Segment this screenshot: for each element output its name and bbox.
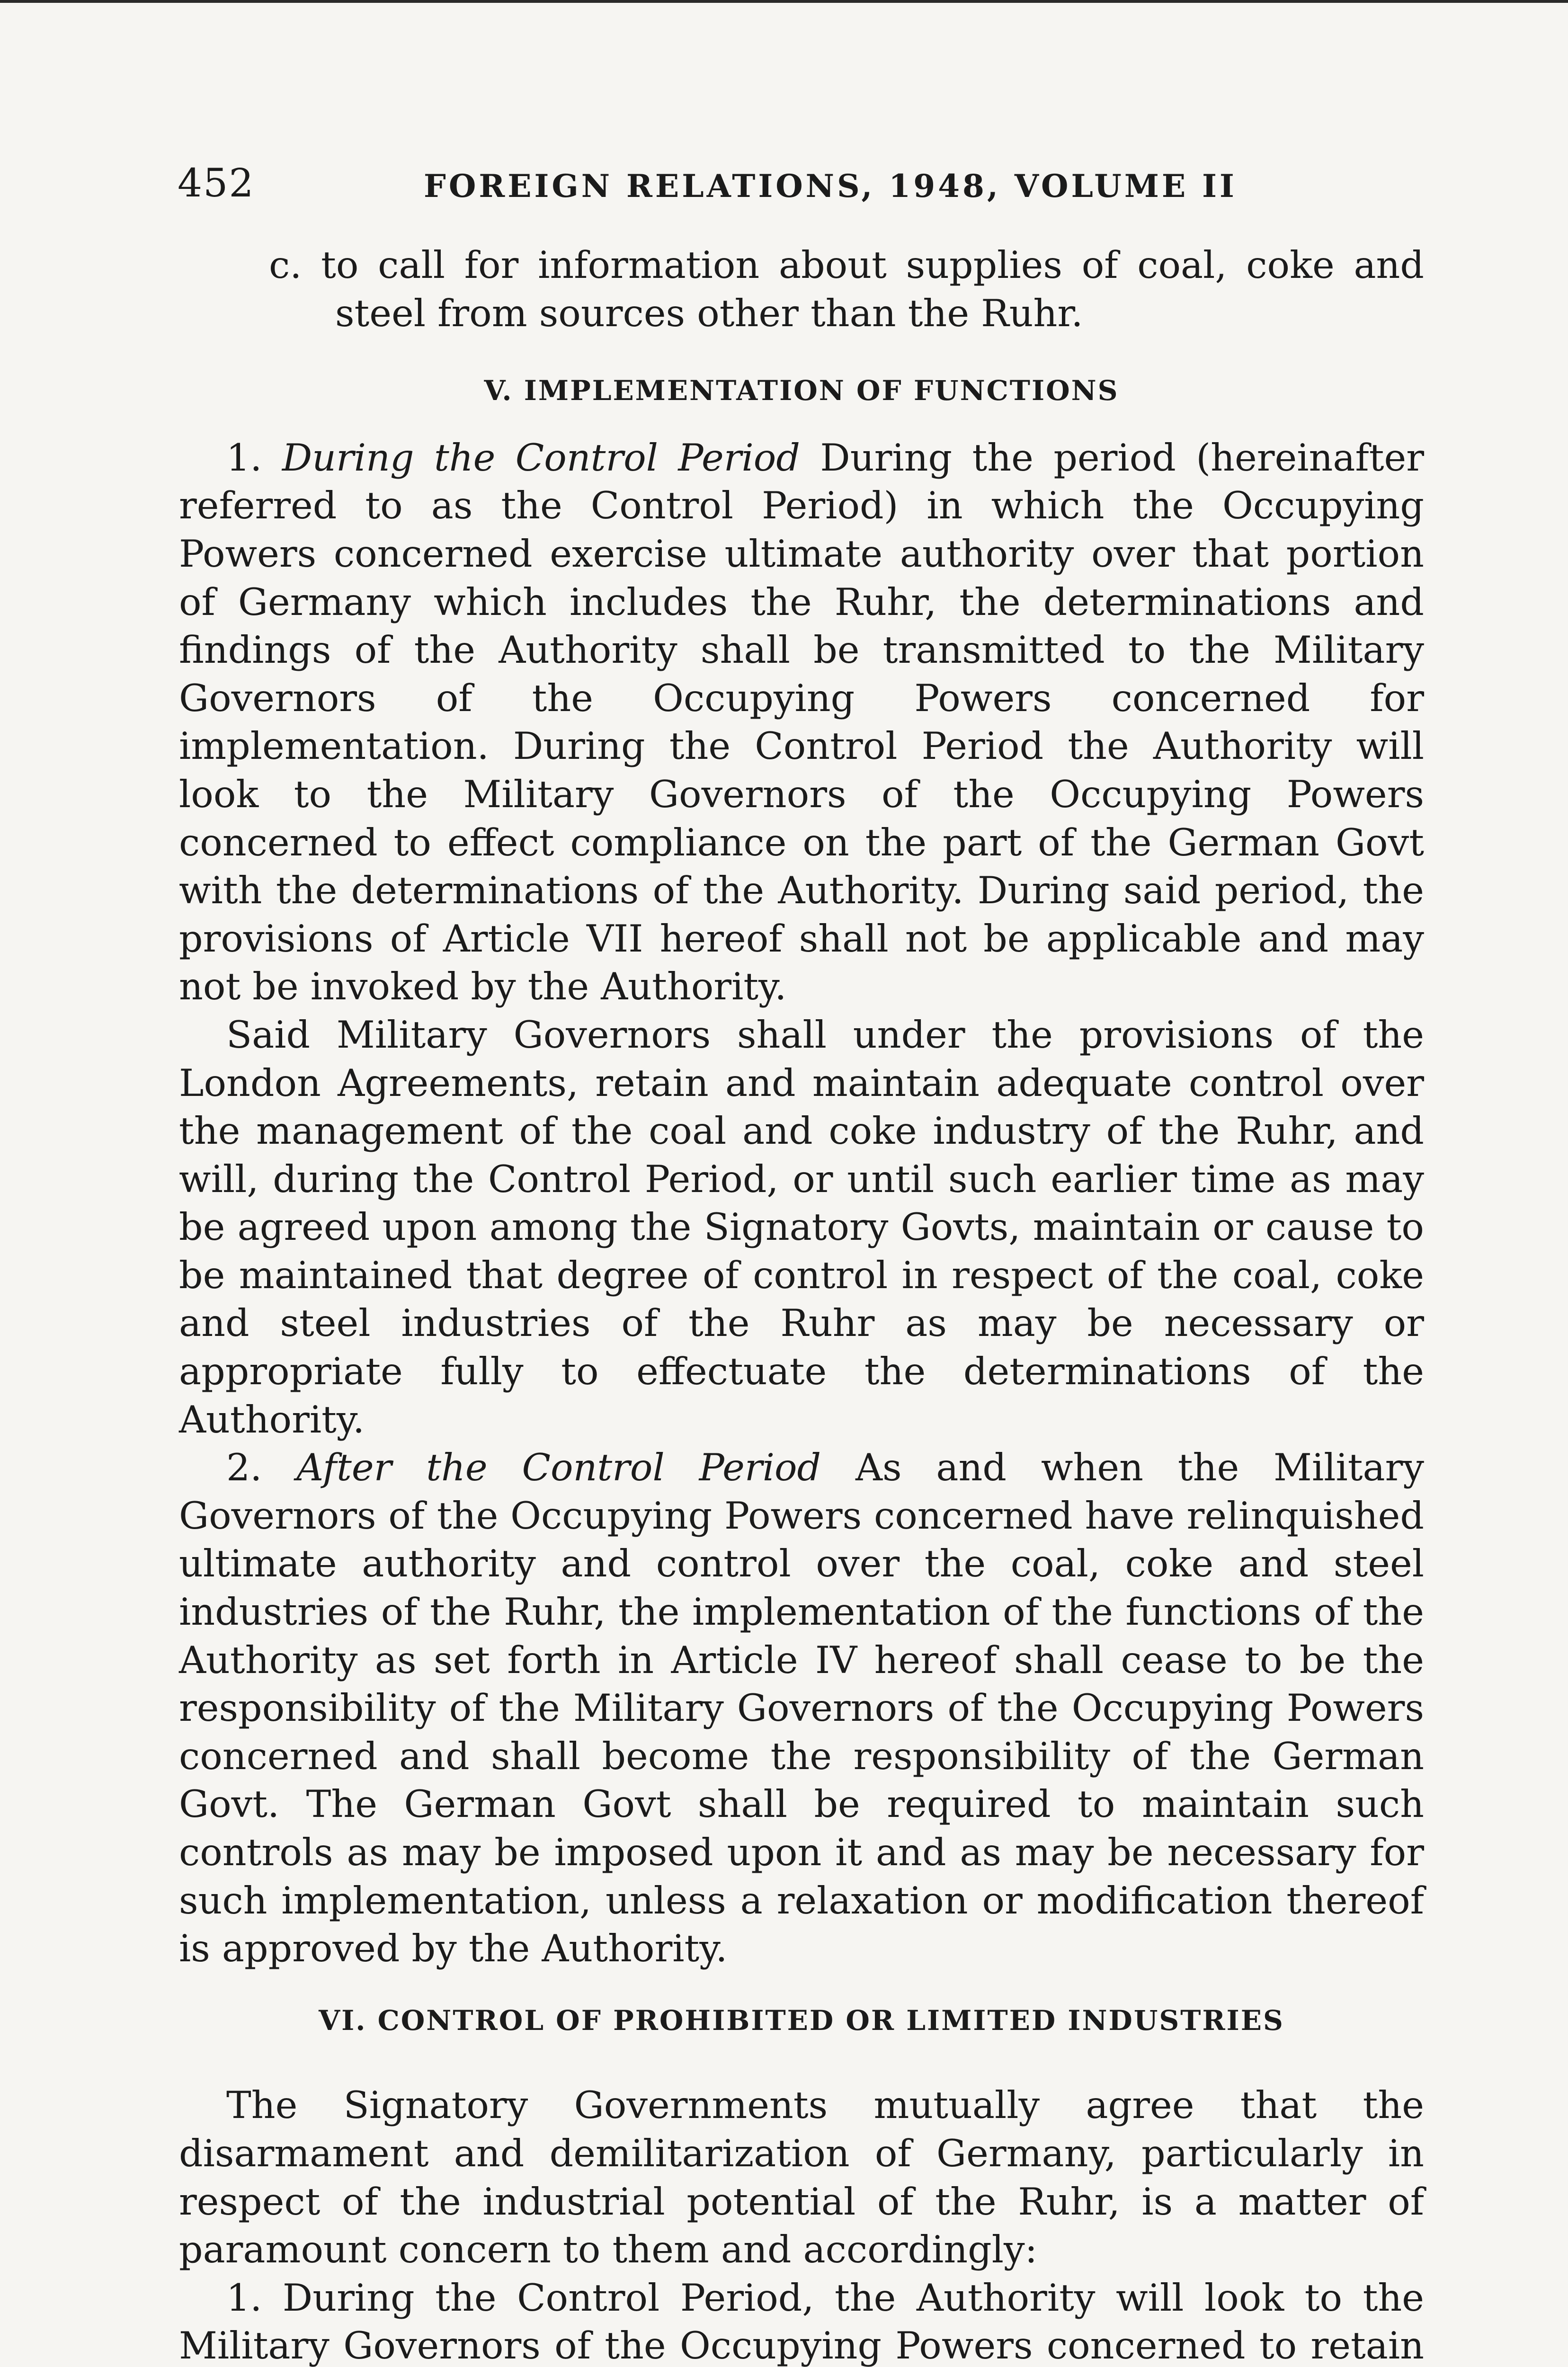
running-head xyxy=(178,161,1418,218)
paragraph-text: During the period (hereinafter referred to as the Control Period) in which the Occupying Powers concerned exercise ultimate authority over that portion of Germany which includes the Ruhr, the determinations and findings of the Authority shall be transmitted to the Military Governors of the Occupying Powers concerned for implementation. During the Control Period the Authority will look to the Military Governors of the Occupying Powers concerned to effect compliance on the part of the German Govt with the determinations of the Authority. During said period, the provisions of Article VII hereof shall not be applicable and may not be invoked by the Authority. xyxy=(179,436,1424,1009)
section-v-heading: V. IMPLEMENTATION OF FUNCTIONS xyxy=(484,374,1119,407)
paragraph-italic-title: During the Control Period xyxy=(282,436,800,480)
paragraph-text: As and when the Military Governors of the Occupying Powers concerned have relinquished ultimate authority and control over the coal, coke and steel industries of the Ruhr, the implementation of the functions of the Authority as set forth in Article IV hereof shall cease to be the responsibility of the Military Governors of the Occupying Powers concerned and shall become the responsibility of the German Govt. The German Govt shall be required to maintain such controls as may be imposed upon it and as may be necessary for such implementation, unless a relaxation or modification thereof is approved by the Authority. xyxy=(179,1446,1424,1971)
section-v-paragraph-3 xyxy=(179,1444,1424,1973)
section-vi-paragraph-1: 1. During the Control Period, the Authority will look to the Military Governors of the Occupying Powers concerned to retain xyxy=(179,2276,1424,2367)
section-v-paragraph-1 xyxy=(179,434,1424,1011)
section-vi-heading: VI. CONTROL OF PROHIBITED OR LIMITED INDUSTRIES xyxy=(319,2004,1284,2037)
page-number: 452 xyxy=(178,161,255,206)
section-v-paragraph-2: Said Military Governors shall under the provisions of the London Agreements, retain and maintain adequate control over the management of the coal and coke industry of the Ruhr, and will, during the Control Period, or until such earlier time as may be agreed upon among the Signatory Govts, maintain or cause to be maintained that degree of control in respect of the coal, coke and steel industries of the Ruhr as may be necessary or appropriate fully to effectuate the determinations of the Authority. xyxy=(179,1013,1424,1442)
running-title: FOREIGN RELATIONS, 1948, VOLUME II xyxy=(424,168,1237,205)
paragraph-number: 1. xyxy=(226,436,282,480)
top-edge-rule xyxy=(0,0,1568,3)
item-c: c. to call for information about supplies of coal, coke and steel from sources other than the Ruhr. xyxy=(269,243,1424,335)
body-text xyxy=(179,241,1424,2367)
paragraph-italic-title: After the Control Period xyxy=(296,1446,821,1490)
paragraph-number: 2. xyxy=(226,1446,297,1490)
section-vi-intro: The Signatory Governments mutually agree that the disarmament and demilitarization of Germany, particularly in respect of the industrial potential of the Ruhr, is a matter of paramount concern to them and accordingly: xyxy=(179,2083,1424,2272)
